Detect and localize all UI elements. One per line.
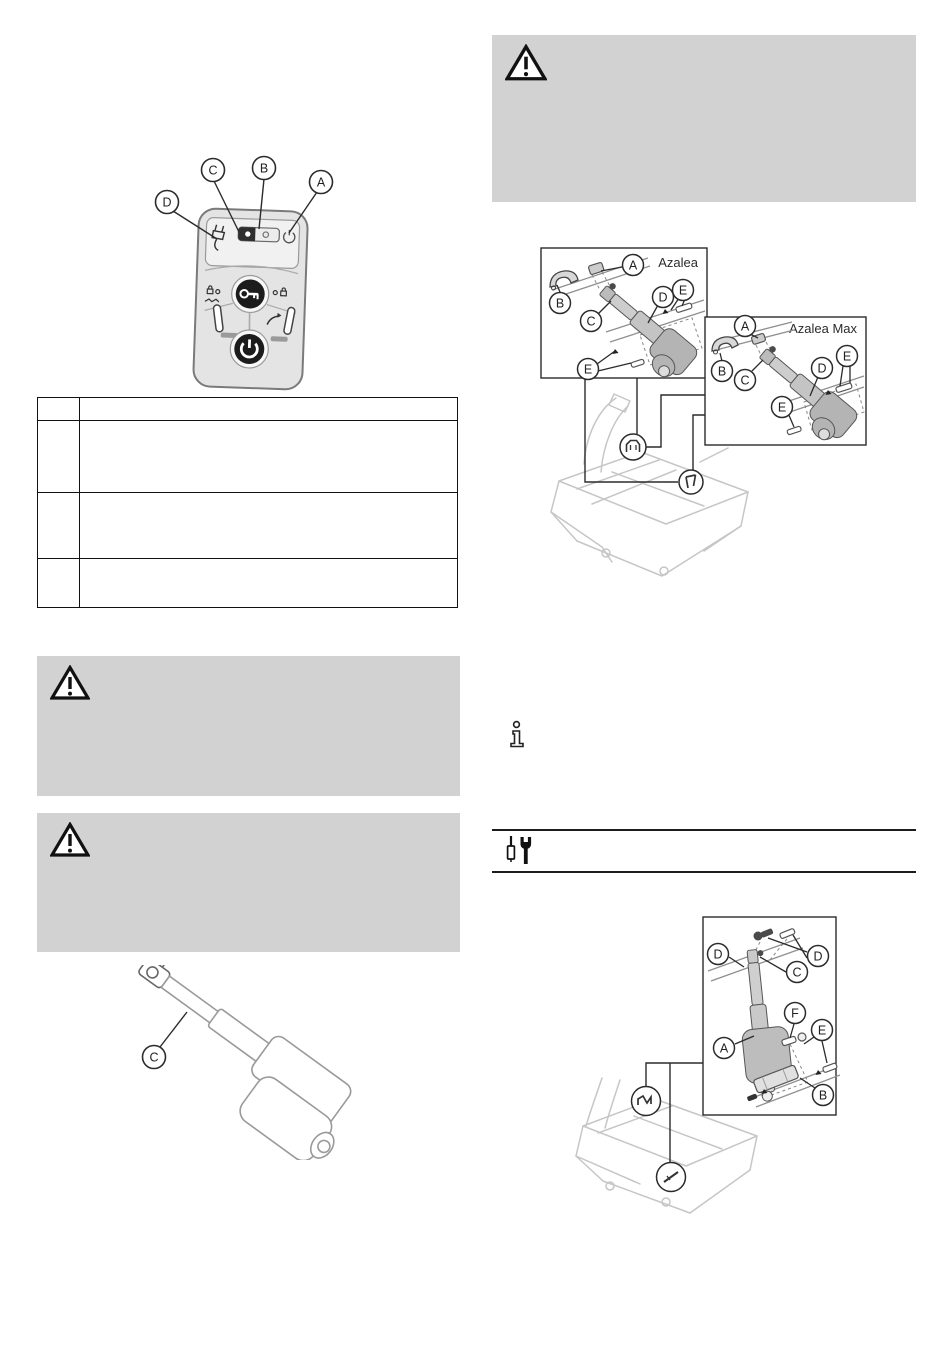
callout-c: [202, 159, 225, 182]
section-rule-top: [492, 829, 916, 831]
svg-text:C: C: [792, 965, 802, 980]
svg-text:B: B: [717, 364, 727, 379]
detail-circle-fork: [679, 470, 703, 494]
callout-a: [735, 316, 756, 337]
callout-d: [653, 287, 674, 308]
table-cell: [80, 398, 458, 421]
svg-text:C: C: [586, 314, 596, 329]
callout-b: [712, 361, 733, 382]
callout-b: [550, 293, 571, 314]
table-cell: [80, 493, 458, 559]
svg-text:D: D: [813, 949, 823, 964]
detail-circle-bracket: [632, 1087, 661, 1116]
right-slot: [271, 336, 288, 342]
detail-connector-lines: [585, 378, 705, 482]
tools-icon: [503, 836, 535, 868]
info-icon: [505, 719, 531, 751]
table-cell: [80, 421, 458, 493]
section-rule-bottom: [492, 871, 916, 873]
svg-text:E: E: [842, 349, 852, 364]
legend-table: [37, 397, 458, 608]
callout-b: [253, 157, 276, 180]
callout-e: [578, 359, 599, 380]
svg-text:D: D: [817, 361, 827, 376]
svg-text:A: A: [740, 319, 750, 334]
svg-text:D: D: [162, 195, 172, 210]
warning-box: [492, 35, 916, 202]
svg-text:D: D: [713, 947, 723, 962]
callout-d: [708, 944, 729, 965]
warning-triangle-icon: [50, 665, 90, 706]
callout-a: [310, 171, 333, 194]
callout-b: [813, 1085, 834, 1106]
callout-d: [156, 191, 179, 214]
info-note: [505, 719, 531, 751]
tilt-actuator-figure: [505, 245, 920, 600]
svg-text:C: C: [208, 163, 218, 178]
svg-text:F: F: [791, 1006, 799, 1021]
callout-c: [735, 370, 756, 391]
callout-d: [812, 358, 833, 379]
table-cell: [38, 421, 80, 493]
detail-circle-bracket: [620, 434, 646, 460]
tools-header: [503, 836, 535, 868]
svg-text:B: B: [259, 161, 269, 176]
svg-text:A: A: [316, 175, 326, 190]
callout-d: [808, 946, 829, 967]
warning-triangle-icon: [505, 44, 547, 87]
callout-e: [772, 397, 793, 418]
svg-text:C: C: [740, 373, 750, 388]
seat-actuator-figure: [110, 965, 410, 1160]
svg-text:B: B: [818, 1088, 828, 1103]
table-cell: [38, 493, 80, 559]
svg-text:A: A: [719, 1041, 729, 1056]
warning-triangle-icon: [50, 822, 90, 863]
callout-a: [623, 255, 644, 276]
inset-backrest: [703, 917, 840, 1115]
callout-c: [143, 1046, 166, 1069]
svg-text:C: C: [149, 1050, 159, 1065]
inset-title: Azalea Max: [789, 321, 857, 336]
svg-text:E: E: [583, 362, 593, 377]
callout-e: [812, 1020, 833, 1041]
warning-box: [37, 656, 460, 796]
callout-e: [673, 280, 694, 301]
callout-e: [837, 346, 858, 367]
warning-box: [37, 813, 460, 952]
control-panel-figure: [150, 152, 350, 397]
svg-text:E: E: [817, 1023, 827, 1038]
inset-azalea: [541, 248, 707, 385]
callout-c: [787, 962, 808, 983]
callout-c: [581, 311, 602, 332]
svg-text:B: B: [555, 296, 565, 311]
callout-f: [785, 1003, 806, 1024]
detail-circle-pin: [657, 1163, 686, 1192]
svg-text:E: E: [777, 400, 787, 415]
svg-text:E: E: [678, 283, 688, 298]
table-cell: [80, 559, 458, 608]
table-cell: [38, 559, 80, 608]
backrest-actuator-figure: [573, 915, 845, 1217]
svg-text:D: D: [658, 290, 668, 305]
inset-title: Azalea: [658, 255, 698, 270]
table-cell: [38, 398, 80, 421]
svg-text:A: A: [628, 258, 638, 273]
inset-azalea-max: [705, 316, 866, 449]
callout-a: [714, 1038, 735, 1059]
bolt-part: [798, 1033, 806, 1041]
battery-indicator-pill: [238, 227, 279, 242]
